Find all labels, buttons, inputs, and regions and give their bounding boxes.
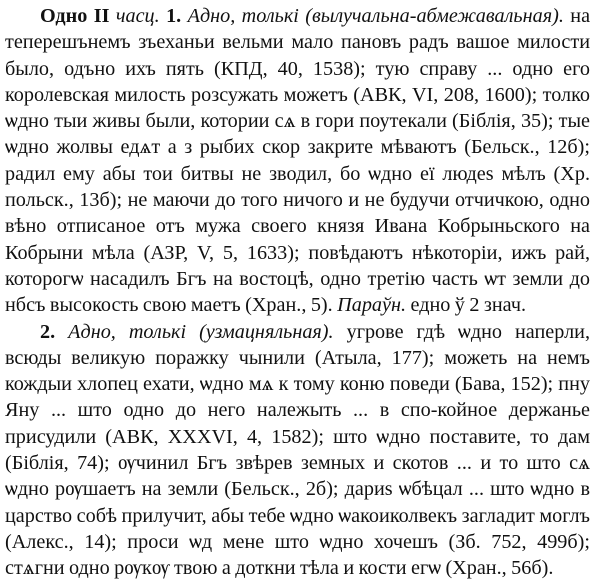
sense-2-examples: угрове гдѣ ѡдно наперли, всюды великую поражку чынили (Атыла, 177); можеть на немъ кождыи хлопец ехати, ѡдно мѧ к тому коню поведи (Бава, 152); пну Яну ... што одно до него належыть ... в спо-койное держанье присудили (АВК, XXXVI, 4, 1582); што ѡдно поставите, то дам (Біблія, 74); ѹчинил Бгъ звѣрев земных и скотов ... и то што сѧ ѡдно рѹшаетъ на земли (Бельск., 2б); дариѕ ѡбѣцал ... што ѡдно в царство собѣ прилучит, абы тебе ѡдно ѡакоиколвекъ загладит моглъ (Алекс., 14); проси ѡд мене што ѡдно хочешъ (Зб. 752, 499б); стѧгни одно рѹкѹ твою а доткни тѣла и кости егѡ (Хран., 56б). [5, 320, 591, 580]
part-of-speech: часц. [115, 5, 160, 27]
sense-1-examples: на теперешънемъ зъеханьи вельми мало пановъ радъ вашое милости было, одъно ихъ пять (КПД, 40, 1538); тую справу ... одно его королевская милость розсужать можетъ (АВК, VI, 208, 1600); толко ѡдно тыи живы были, котории сѧ в гори поутекали (Біблія, 35); тые ѡдно жолвы едѧт а з рыбих скор закрите мѣваютъ (Бельск., 12б); радил ему абы тои битвы не зводил, бо ѡдно еї людеѕ мѣлъ (Хр. польск., 13б); не маючи до того ничого и не будучи отчичкою, одно вѣно отписаное отъ мужа своего князя Ивана Кобрыньского на Кобрыни мѣла (АЗР, V, 5, 1633); повѣдаютъ нѣкоторіи, ижъ рай, которогѡ насадилъ Бгъ на востоцѣ, одно третію часть ѡт земли до нбсъ высокость свою маетъ (Хран., 5). [5, 5, 591, 317]
synonyms-text: едно ў 2 знач. [410, 294, 527, 317]
sense-2-number: 2. [40, 320, 56, 343]
headword: Одно II [40, 5, 110, 27]
sense-1-number: 1. [166, 5, 182, 27]
sense-2-paragraph [5, 319, 590, 582]
sense-1-gloss: Адно, толькі (вылучальна-абмежавальная). [187, 5, 564, 27]
synonyms-label: Параўн. [337, 294, 407, 317]
sense-1-paragraph [5, 3, 590, 319]
sense-2-gloss: Адно, толькі (узмацняльная). [68, 320, 334, 343]
